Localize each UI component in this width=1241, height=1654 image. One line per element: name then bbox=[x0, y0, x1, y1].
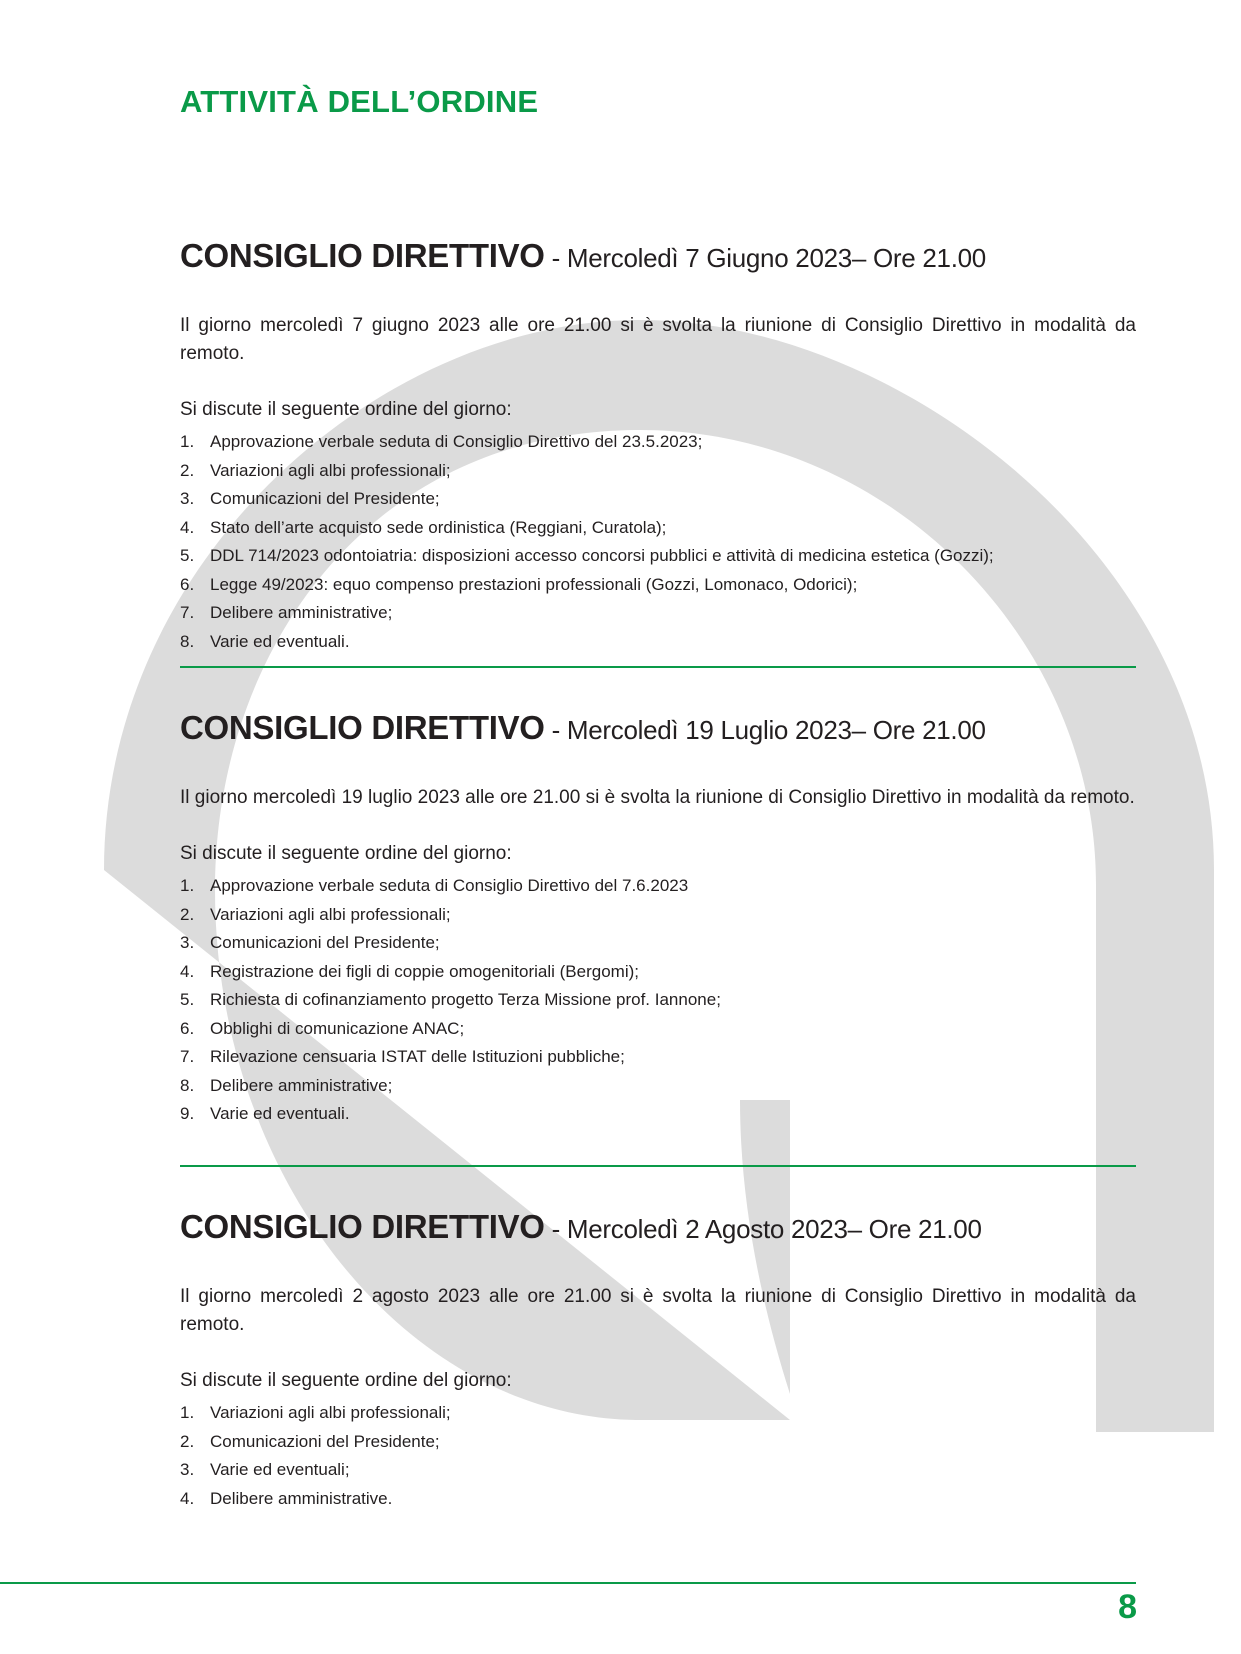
section-divider bbox=[180, 666, 1136, 668]
agenda-item: 9. Varie ed eventuali. bbox=[180, 1104, 350, 1123]
agenda-item: 8. Delibere amministrative; bbox=[180, 1075, 393, 1095]
meeting-heading-date: - Mercoledì 2 Agosto 2023– Ore 21.00 bbox=[544, 1214, 982, 1244]
section-title: ATTIVITÀ DELL’ORDINE bbox=[180, 84, 539, 119]
meeting-heading bbox=[180, 236, 1136, 278]
agenda-item: 6. Legge 49/2023: equo compenso prestazioni professionali (Gozzi, Lomonaco, Odorici); bbox=[180, 574, 858, 594]
agenda-item: 2. Variazioni agli albi professionali; bbox=[180, 904, 451, 924]
agenda-item: 7. Rilevazione censuaria ISTAT delle Istituzioni pubbliche; bbox=[180, 1047, 625, 1066]
agenda-list bbox=[180, 872, 1136, 1129]
meeting-heading-title: CONSIGLIO DIRETTIVO bbox=[180, 1208, 545, 1245]
agenda-item: 2. Comunicazioni del Presidente; bbox=[180, 1431, 440, 1451]
meeting-block bbox=[180, 1207, 1136, 1513]
meeting-heading-title: CONSIGLIO DIRETTIVO bbox=[180, 709, 545, 746]
agenda-intro: Si discute il seguente ordine del giorno: bbox=[180, 843, 512, 864]
agenda-item: 3. Comunicazioni del Presidente; bbox=[180, 933, 440, 952]
meeting-heading-title: CONSIGLIO DIRETTIVO bbox=[180, 237, 545, 274]
meeting-description: Il giorno mercoledì 19 luglio 2023 alle ore 21.00 si è svolta la riunione di Consiglio Direttivo in modalità da remoto. bbox=[180, 787, 1135, 808]
agenda-item: 7. Delibere amministrative; bbox=[180, 603, 393, 622]
agenda-item: 3. Comunicazioni del Presidente; bbox=[180, 489, 440, 508]
agenda-item: 5. Richiesta di cofinanziamento progetto Terza Missione prof. Iannone; bbox=[180, 990, 721, 1009]
meeting-block bbox=[180, 708, 1136, 1129]
agenda-intro: Si discute il seguente ordine del giorno: bbox=[180, 399, 512, 420]
agenda-item: 3. Varie ed eventuali; bbox=[180, 1460, 350, 1479]
agenda-item: 4. Stato dell’arte acquisto sede ordinistica (Reggiani, Curatola); bbox=[180, 517, 667, 537]
meeting-description: Il giorno mercoledì 7 giugno 2023 alle ore 21.00 si è svolta la riunione di Consiglio Direttivo in modalità da remoto. bbox=[180, 315, 1136, 364]
agenda-item: 2. Variazioni agli albi professionali; bbox=[180, 460, 451, 480]
agenda-item: 4. Delibere amministrative. bbox=[180, 1488, 393, 1508]
section-divider bbox=[180, 1165, 1136, 1167]
agenda-item: 1. Approvazione verbale seduta di Consiglio Direttivo del 23.5.2023; bbox=[180, 432, 703, 451]
meeting-description: Il giorno mercoledì 2 agosto 2023 alle ore 21.00 si è svolta la riunione di Consiglio Direttivo in modalità da remoto. bbox=[180, 1286, 1136, 1335]
meeting-heading-date: - Mercoledì 7 Giugno 2023– Ore 21.00 bbox=[544, 243, 986, 273]
footer-divider bbox=[0, 1582, 1136, 1584]
agenda-item: 1. Approvazione verbale seduta di Consiglio Direttivo del 7.6.2023 bbox=[180, 876, 689, 895]
agenda-item: 8. Varie ed eventuali. bbox=[180, 631, 350, 651]
meeting-heading bbox=[180, 708, 1136, 750]
page-number: 8 bbox=[1118, 1588, 1137, 1626]
agenda-item: 6. Obblighi di comunicazione ANAC; bbox=[180, 1018, 465, 1038]
meeting-block bbox=[180, 236, 1136, 656]
agenda-item: 5. DDL 714/2023 odontoiatria: disposizioni accesso concorsi pubblici e attività di medicina estetica (Gozzi); bbox=[180, 546, 994, 565]
agenda-list bbox=[180, 1399, 1136, 1513]
agenda-item: 4. Registrazione dei figli di coppie omogenitoriali (Bergomi); bbox=[180, 961, 639, 981]
agenda-list bbox=[180, 428, 1136, 656]
agenda-item: 1. Variazioni agli albi professionali; bbox=[180, 1403, 451, 1422]
meeting-heading bbox=[180, 1207, 1136, 1249]
agenda-intro: Si discute il seguente ordine del giorno: bbox=[180, 1370, 512, 1391]
meeting-heading-date: - Mercoledì 19 Luglio 2023– Ore 21.00 bbox=[544, 715, 986, 745]
